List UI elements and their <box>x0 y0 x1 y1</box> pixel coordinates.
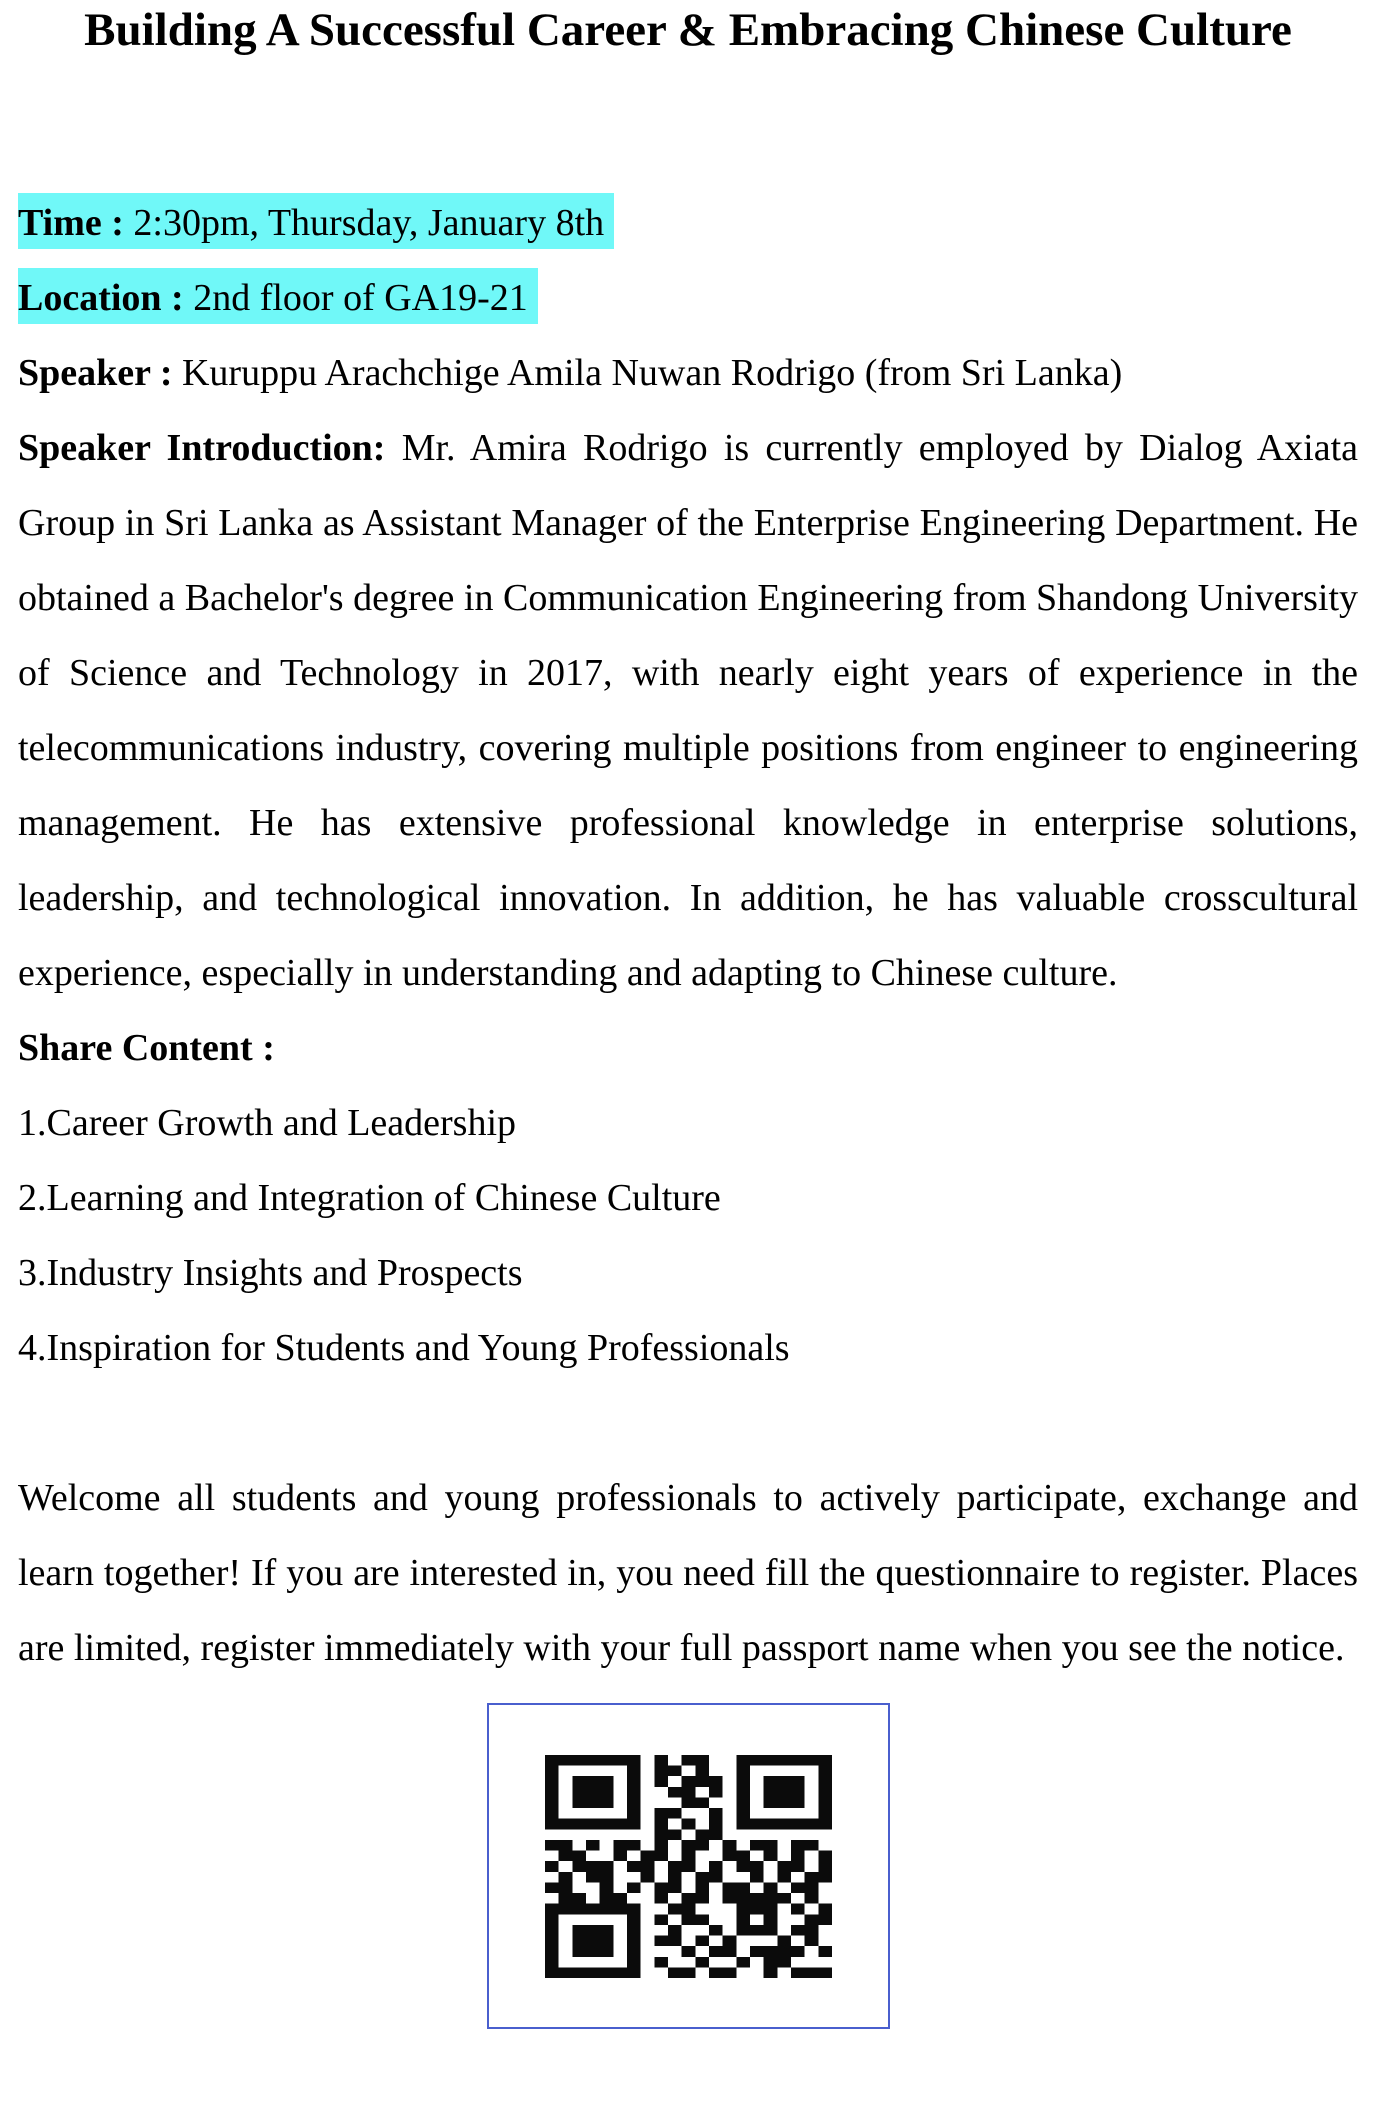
time-line <box>18 180 1358 255</box>
location-label: Location : <box>18 277 184 319</box>
location-value: 2nd floor of GA19-21 <box>193 277 528 319</box>
time-highlight <box>18 193 614 249</box>
share-item-2: 2.Learning and Integration of Chinese Culture <box>18 1177 721 1219</box>
share-item-1: 1.Career Growth and Leadership <box>18 1102 517 1144</box>
time-label: Time : <box>18 202 124 244</box>
speaker-value: Kuruppu Arachchige Amila Nuwan Rodrigo (from Sri Lanka) <box>181 352 1123 394</box>
registration-qr-code <box>545 1755 832 1978</box>
welcome-paragraph: Welcome all students and young professionals to actively participate, exchange and learn together! If you are interested in, you need fill the questionnaire to register. Places are limited, register immediately with your full passport name when you see the notice. <box>18 1477 1358 1669</box>
time-value: 2:30pm, Thursday, January 8th <box>133 202 605 244</box>
page-title: Building A Successful Career & Embracing Chinese Culture <box>84 4 1292 56</box>
share-item-4: 4.Inspiration for Students and Young Professionals <box>18 1327 790 1369</box>
location-line <box>18 255 1358 330</box>
spacer <box>18 60 1358 180</box>
speaker-introduction-text: Mr. Amira Rodrigo is currently employed by Dialog Axiata Group in Sri Lanka as Assistant Manager of the Enterprise Engineering Department. He obtained a Bachelor's degree in Communication Engineering from Shandong University of Science and Technology in 2017, with nearly eight years of experience in the telecommunications industry, covering multiple positions from engineer to engineering management. He has extensive professional knowledge in enterprise solutions, leadership, and technological innovation. In addition, he has valuable crosscultural experience, especially in understanding and adapting to Chinese culture. <box>18 427 1359 994</box>
location-highlight <box>18 268 538 324</box>
speaker-line <box>18 330 1358 405</box>
speaker-introduction-label: Speaker Introduction: <box>18 427 386 469</box>
share-item-3: 3.Industry Insights and Prospects <box>18 1252 523 1294</box>
share-content-heading: Share Content : <box>18 1027 275 1069</box>
speaker-introduction-paragraph <box>18 405 1358 1005</box>
qr-code-box <box>487 1703 890 2029</box>
speaker-label: Speaker : <box>18 352 173 394</box>
spacer <box>18 1380 1358 1455</box>
